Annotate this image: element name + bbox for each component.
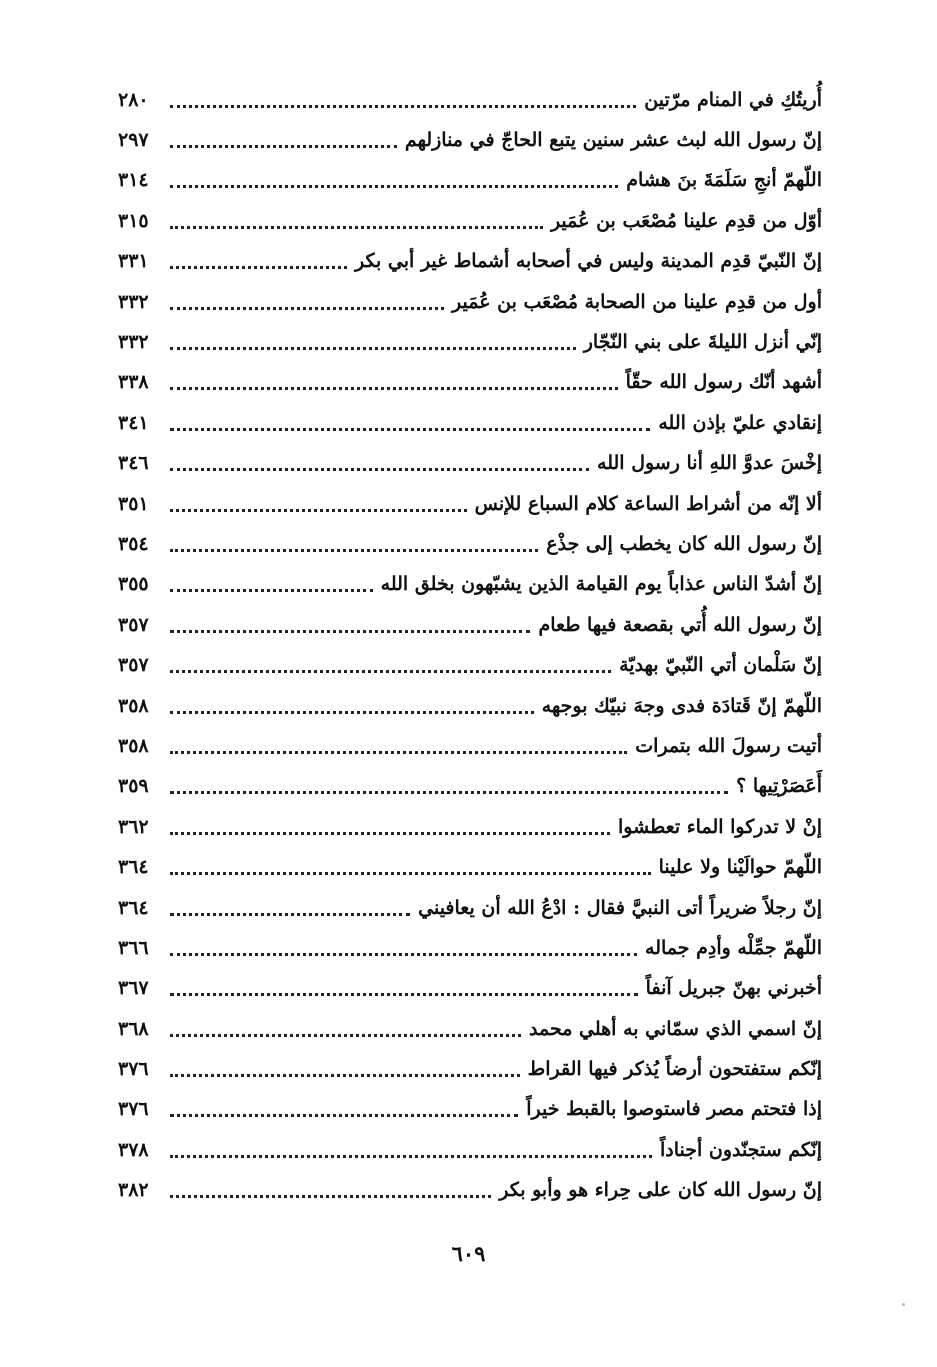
table-of-contents (118, 80, 822, 1211)
toc-entry (118, 726, 822, 766)
toc-entry (118, 242, 822, 282)
toc-entry (118, 322, 822, 362)
toc-entry-title: إذا فتحتم مصر فاستوصوا بالقبط خيراً (526, 1098, 822, 1121)
toc-entry-title: إنقادي عليّ بإذن الله (658, 411, 822, 434)
toc-entry-page: ٣٨٢ (118, 1179, 149, 1202)
toc-entry (118, 120, 822, 160)
dot-leader (170, 1195, 491, 1198)
toc-entry-page: ٣٥٨ (118, 694, 149, 717)
toc-entry-page: ٣٥٥ (118, 573, 149, 596)
toc-entry-page: ٣٥٨ (118, 734, 149, 757)
toc-entry (118, 201, 822, 241)
toc-entry (118, 282, 822, 322)
toc-entry (118, 969, 822, 1009)
dot-leader (170, 993, 638, 996)
dot-leader (170, 1074, 520, 1077)
toc-entry (118, 645, 822, 685)
toc-entry-title: إنّ رسول الله كان يخطب إلى جذْع (546, 532, 822, 555)
dot-leader (170, 711, 534, 714)
toc-entry-page: ٣١٥ (118, 209, 149, 232)
toc-entry (118, 161, 822, 201)
dot-leader (170, 226, 543, 229)
dot-leader (170, 266, 347, 269)
toc-entry (118, 847, 822, 887)
toc-entry-title: إنّ النّبيّ قدِم المدينة وليس في أصحابه أشماط غير أبي بكر (355, 250, 822, 273)
toc-entry (118, 565, 822, 605)
toc-entry (118, 928, 822, 968)
toc-entry (118, 1009, 822, 1049)
toc-entry-page: ٣٦٦ (118, 936, 149, 959)
toc-entry (118, 524, 822, 564)
toc-entry-page: ٣٣١ (118, 250, 149, 273)
dot-leader (170, 105, 636, 108)
toc-entry-page: ٣٥١ (118, 492, 149, 515)
toc-entry-title: إنّ رجلاً ضريراً أتى النبيَّ فقال : ادْعُ الله أن يعافيني (418, 896, 822, 919)
dot-leader (170, 751, 627, 754)
dot-leader (170, 1114, 518, 1117)
toc-entry-title: إنّ رسول الله كان على حِراء هو وأبو بكر (499, 1179, 822, 1202)
toc-entry-page: ٣٥٩ (118, 775, 149, 798)
toc-entry-title: اللّهمّ حوالَيْنا ولا علينا (658, 856, 822, 879)
toc-entry-title: اللّهمّ إنّ قَتادَة فدى وجهَ نبيّك بوجهه (541, 694, 822, 717)
toc-entry-title: أوّل من قدِم علينا مُصْعَب بن عُمَير (550, 209, 822, 232)
dot-leader (170, 589, 373, 592)
toc-entry (118, 80, 822, 120)
dot-leader (170, 468, 589, 471)
toc-entry-page: ٢٨٠ (118, 88, 149, 111)
toc-entry-title: إنّ سَلْمان أتي النّبيّ بهديّة (619, 654, 822, 677)
toc-entry-page: ٣٧٦ (118, 1058, 149, 1081)
dot-leader (170, 1034, 521, 1037)
dot-leader (170, 509, 467, 512)
toc-entry-title: اللّهمّ جمِّلْه وأدِم جماله (645, 936, 822, 959)
toc-entry-page: ٣٣٢ (118, 331, 149, 354)
dot-leader (170, 832, 610, 835)
toc-entry-title: أُريتُكِ في المنام مرّتين (644, 88, 822, 111)
toc-entry-title: أخبرني بهنّ جبريل آنفاً (645, 977, 822, 1000)
toc-entry-page: ٣٥٤ (118, 532, 149, 555)
dot-leader (170, 670, 611, 673)
scan-speck (902, 1303, 905, 1306)
dot-leader (170, 953, 637, 956)
dot-leader (170, 913, 410, 916)
toc-entry-page: ٣٦٢ (118, 815, 149, 838)
toc-entry-title: إنّي أنزل الليلةَ على بني النّجّار (583, 331, 822, 354)
page-number: ٦٠٩ (451, 1241, 486, 1266)
toc-entry-title: أَعَصَرْتِيها ؟ (736, 775, 822, 798)
dot-leader (170, 630, 530, 633)
toc-entry-title: إخْسَ عدوَّ اللهِ أنا رسول الله (597, 452, 822, 475)
dot-leader (170, 1155, 652, 1158)
toc-entry (118, 605, 822, 645)
toc-entry-page: ٣٥٧ (118, 654, 149, 677)
toc-entry-page: ٣٤٦ (118, 452, 149, 475)
toc-entry-page: ٣٦٤ (118, 856, 149, 879)
toc-entry (118, 1130, 822, 1170)
toc-entry-title: إنّ رسول الله أُتي بقصعة فيها طعام (538, 613, 822, 636)
dot-leader (170, 347, 576, 350)
toc-entry (118, 686, 822, 726)
toc-entry-page: ٣٥٧ (118, 613, 149, 636)
dot-leader (170, 428, 650, 431)
toc-entry-page: ٣٧٦ (118, 1098, 149, 1121)
dot-leader (170, 872, 651, 875)
toc-entry-title: إنّ اسمي الذي سمّاني به أهلي محمد (529, 1017, 822, 1040)
toc-entry-page: ٣٤١ (118, 411, 149, 434)
toc-entry-title: أتيت رسولَ الله بتمرات (635, 734, 822, 757)
toc-entry-page: ٣٦٤ (118, 896, 149, 919)
toc-entry-page: ٣٦٨ (118, 1017, 149, 1040)
dot-leader (170, 145, 397, 148)
dot-leader (170, 387, 618, 390)
toc-entry (118, 807, 822, 847)
dot-leader (170, 185, 618, 188)
toc-entry-page: ٣٧٨ (118, 1138, 149, 1161)
toc-entry (118, 484, 822, 524)
dot-leader (170, 791, 728, 794)
toc-entry-title: إنّ أشدّ الناس عذاباً يوم القيامة الذين يشبّهون بخلق الله (380, 573, 822, 596)
toc-entry-title: اللّهمّ أنجِ سَلَمَةَ بنَ هشام (626, 169, 822, 192)
toc-entry-title: ألا إنّه من أشراط الساعة كلام السباع للإنس (474, 492, 822, 515)
toc-entry (118, 767, 822, 807)
toc-entry-title: إنّكم ستفتحون أرضاً يُذكر فيها القراط (527, 1058, 822, 1081)
toc-entry (118, 1049, 822, 1089)
toc-entry-page: ٣١٤ (118, 169, 149, 192)
toc-entry (118, 888, 822, 928)
toc-entry-title: إنْ لا تدركوا الماء تعطشوا (618, 815, 822, 838)
dot-leader (170, 549, 538, 552)
toc-entry-page: ٣٣٨ (118, 371, 149, 394)
toc-entry-page: ٣٦٧ (118, 977, 149, 1000)
toc-entry (118, 1090, 822, 1130)
dot-leader (170, 307, 444, 310)
toc-entry-title: إنّكم ستجنّدون أجناداً (660, 1138, 822, 1161)
toc-entry-title: أشهد أنّك رسول الله حقّاً (625, 371, 822, 394)
toc-entry (118, 403, 822, 443)
toc-entry (118, 1171, 822, 1211)
toc-entry-page: ٢٩٧ (118, 129, 149, 152)
toc-entry-title: إنّ رسول الله لبث عشر سنين يتبع الحاجّ في منازلهم (404, 129, 822, 152)
toc-entry (118, 444, 822, 484)
toc-entry-title: أول من قدِم علينا من الصحابة مُصْعَب بن عُمَير (452, 290, 822, 313)
toc-entry (118, 363, 822, 403)
toc-entry-page: ٣٣٢ (118, 290, 149, 313)
